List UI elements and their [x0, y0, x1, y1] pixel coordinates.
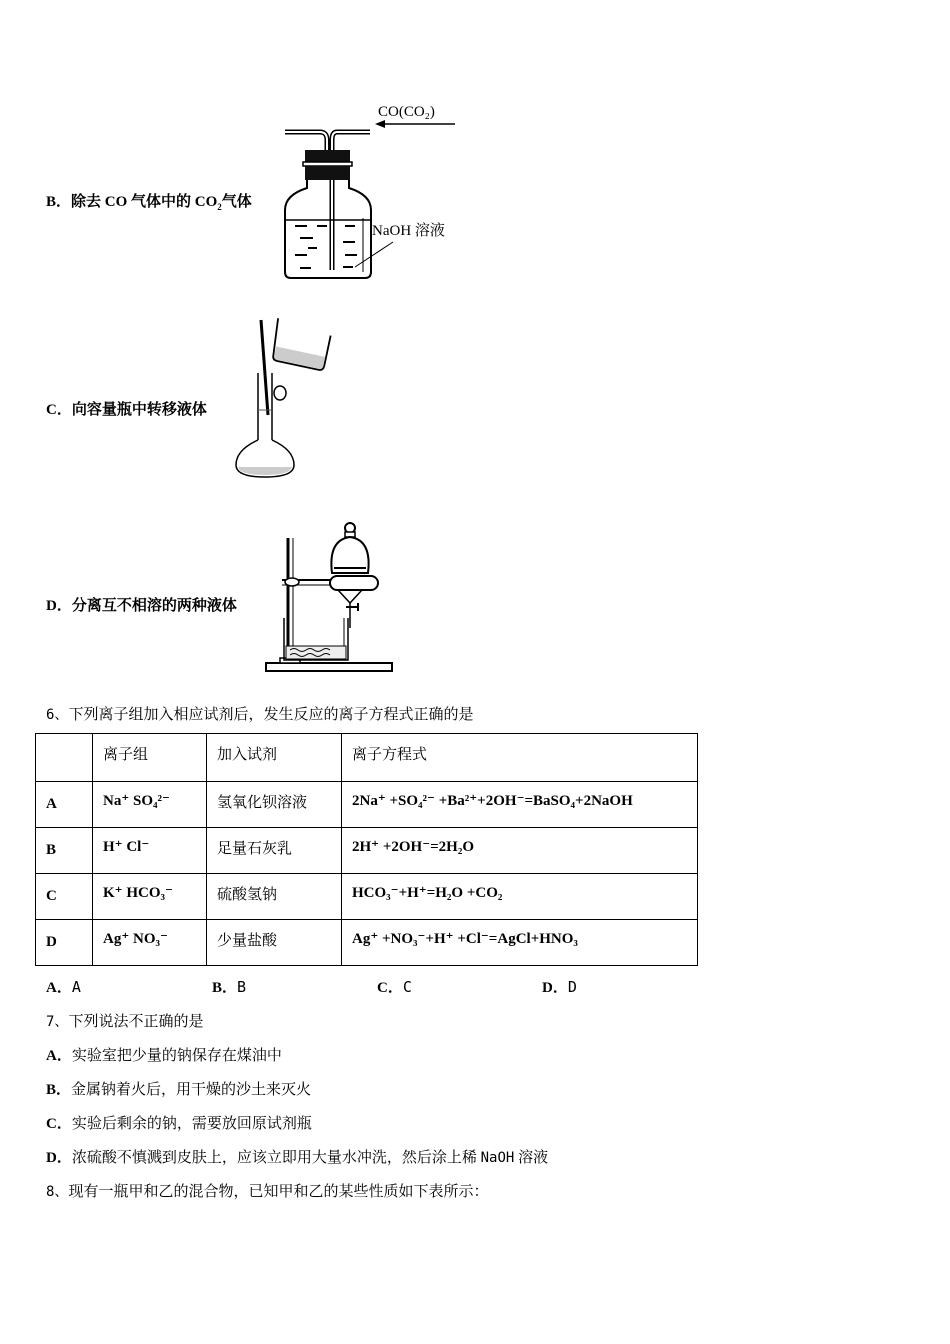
option-letter: C． — [46, 1116, 72, 1132]
row-key: B — [36, 828, 93, 874]
solution-label: NaOH 溶液 — [372, 223, 445, 239]
question-7-option-b[interactable] — [46, 1078, 311, 1099]
table-header-cell: 离子组 — [93, 734, 207, 782]
option-c-text — [46, 398, 207, 419]
row-key: C — [36, 874, 93, 920]
question-6-stem — [46, 703, 473, 724]
option-letter: B． — [46, 194, 72, 210]
question-7-stem — [46, 1010, 203, 1031]
question-7-option-a[interactable] — [46, 1044, 282, 1065]
choice-letter: C． — [377, 980, 403, 996]
table-header-row — [36, 734, 698, 782]
choice-value: B — [237, 978, 247, 996]
question-7-option-d[interactable] — [46, 1146, 548, 1167]
option-text: 除去 CO 气体中的 CO — [71, 194, 218, 210]
choice-letter: D． — [542, 980, 568, 996]
choice-a[interactable] — [46, 976, 81, 997]
ion-group: H⁺ Cl⁻ — [93, 828, 207, 874]
option-b-text — [46, 190, 252, 211]
gas-washing-bottle-figure — [275, 100, 475, 285]
ion-group: Ag⁺ NO₃⁻ — [93, 920, 207, 966]
choice-value: A — [71, 978, 81, 996]
equation: 2Na⁺ +SO₄²⁻ +Ba²⁺+2OH⁻=BaSO₄+2NaOH — [342, 782, 698, 828]
question-number: 7、 — [46, 1014, 69, 1030]
option-text: 分离互不相溶的两种液体 — [71, 598, 237, 614]
option-text-formula: NaOH — [480, 1150, 515, 1166]
option-letter: D． — [46, 598, 72, 614]
reagent: 足量石灰乳 — [207, 828, 342, 874]
table-row — [36, 920, 698, 966]
row-key: A — [36, 782, 93, 828]
option-letter: C． — [46, 402, 72, 418]
option-text-tail: 气体 — [221, 194, 252, 210]
choice-letter: A． — [46, 980, 72, 996]
option-text: 实验后剩余的钠，需要放回原试剂瓶 — [71, 1116, 312, 1132]
option-letter: D． — [46, 1150, 72, 1166]
question-text: 下列离子组加入相应试剂后，发生反应的离子方程式正确的是 — [68, 707, 474, 723]
option-letter: B． — [46, 1082, 72, 1098]
choice-letter: B． — [212, 980, 238, 996]
table-row — [36, 828, 698, 874]
question-text: 下列说法不正确的是 — [68, 1014, 204, 1030]
option-text: 向容量瓶中转移液体 — [71, 402, 207, 418]
arrow-label: CO(CO₂) — [378, 104, 435, 120]
table-header-cell: 加入试剂 — [207, 734, 342, 782]
subscript: 2 — [217, 202, 222, 212]
choice-c[interactable] — [377, 976, 412, 997]
option-d-text — [46, 594, 237, 615]
reagent: 硫酸氢钠 — [207, 874, 342, 920]
option-letter: A． — [46, 1048, 72, 1064]
option-text: 金属钠着火后，用干燥的沙土来灭火 — [71, 1082, 312, 1098]
equation: Ag⁺ +NO₃⁻+H⁺ +Cl⁻=AgCl+HNO₃ — [342, 920, 698, 966]
ion-group: K⁺ HCO₃⁻ — [93, 874, 207, 920]
question-number: 6、 — [46, 707, 69, 723]
option-text: 浓硫酸不慎溅到皮肤上，应该立即用大量水冲洗，然后涂上稀 — [71, 1150, 481, 1166]
choice-value: C — [402, 978, 412, 996]
choice-b[interactable] — [212, 976, 246, 997]
question-8-stem — [46, 1180, 488, 1201]
reagent: 少量盐酸 — [207, 920, 342, 966]
table-header-cell: 离子方程式 — [342, 734, 698, 782]
choice-d[interactable] — [542, 976, 577, 997]
option-text: 实验室把少量的钠保存在煤油中 — [71, 1048, 282, 1064]
question-text: 现有一瓶甲和乙的混合物，已知甲和乙的某些性质如下表所示： — [68, 1184, 489, 1200]
table-row — [36, 782, 698, 828]
equation: HCO₃⁻+H⁺=H₂O +CO₂ — [342, 874, 698, 920]
equation: 2H⁺ +2OH⁻=2H₂O — [342, 828, 698, 874]
row-key: D — [36, 920, 93, 966]
table-header-cell — [36, 734, 93, 782]
reagent: 氢氧化钡溶液 — [207, 782, 342, 828]
ion-group: Na⁺ SO₄²⁻ — [93, 782, 207, 828]
question-7-option-c[interactable] — [46, 1112, 312, 1133]
option-text-tail: 溶液 — [514, 1150, 549, 1166]
table-row — [36, 874, 698, 920]
volumetric-flask-figure — [228, 315, 338, 480]
question-number: 8、 — [46, 1184, 69, 1200]
choice-value: D — [567, 978, 577, 996]
ion-equation-table — [35, 733, 698, 966]
separatory-funnel-figure — [262, 518, 412, 678]
